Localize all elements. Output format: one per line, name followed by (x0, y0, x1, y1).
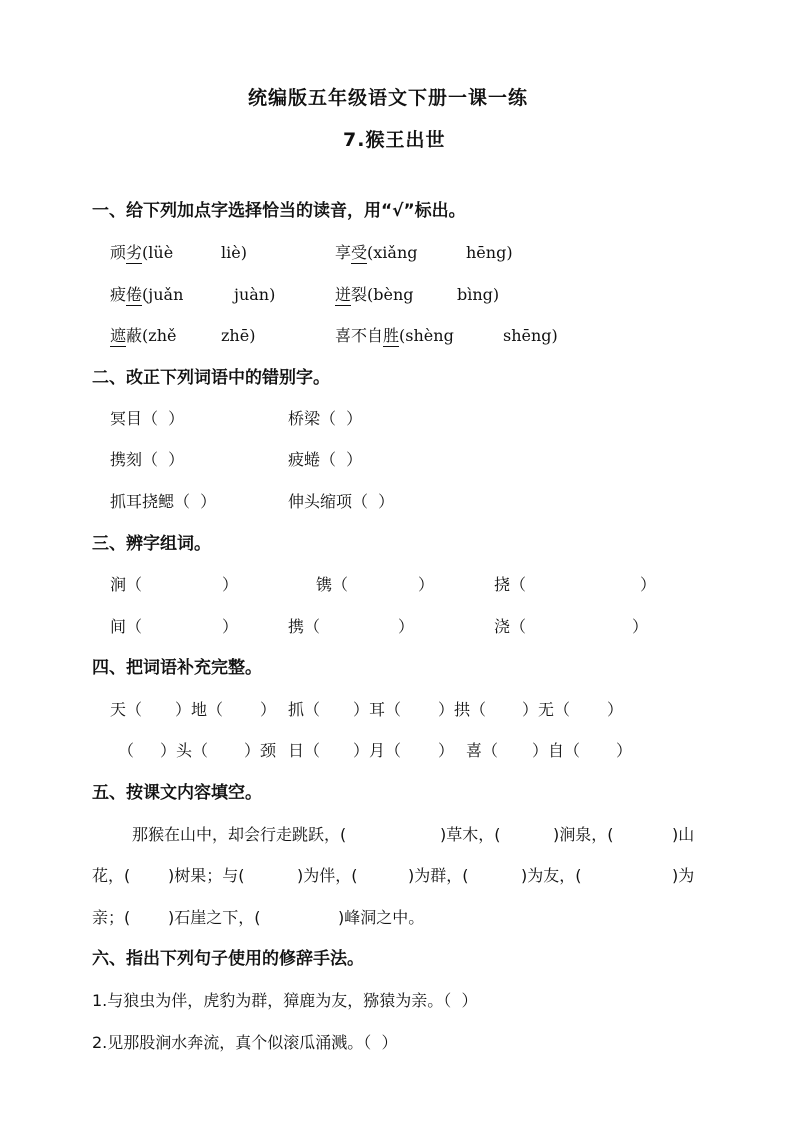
char-item: 携（ (288, 617, 321, 636)
pinyin-item: 顽劣(lüè (110, 243, 174, 262)
page-title: 统编版五年级语文下册一课一练 (248, 87, 529, 109)
char-item-close: ） (222, 617, 239, 636)
pinyin-item: 遮蔽(zhě (110, 326, 177, 345)
fill-text: 那猴在山中，却会行走跳跃，( (132, 825, 347, 844)
idiom-part: ）头（ (160, 741, 209, 760)
fill-text: )为友，( (521, 866, 582, 885)
correction-item: 伸头缩项（ ） (288, 492, 395, 511)
correction-item: 冥目（ ） (110, 409, 185, 428)
fill-text: 亲；( (92, 908, 131, 927)
idiom-part: 抓（ (288, 700, 321, 719)
rhetoric-question-2: 2.见那股涧水奔流，真个似滚瓜涌溅。（ ） (92, 1033, 398, 1052)
char-item: 挠（ (494, 575, 527, 594)
pinyin-option: hēng) (466, 243, 513, 262)
section-2-heading: 二、改正下列词语中的错别字。 (92, 368, 330, 388)
correction-item: 携刻（ ） (110, 450, 185, 469)
idiom-part: ）耳（ (353, 700, 402, 719)
idiom-part: ）拱（ (438, 700, 487, 719)
section-1-heading: 一、给下列加点字选择恰当的读音，用“√”标出。 (92, 201, 466, 221)
section-6-heading: 六、指出下列句子使用的修辞手法。 (92, 949, 364, 969)
char-item-close: ） (640, 575, 657, 594)
idiom-part: 天（ (110, 700, 143, 719)
page-subtitle: 7.猴王出世 (343, 129, 446, 151)
pinyin-option: liè) (221, 243, 247, 262)
idiom-part: ）颈 (244, 741, 277, 760)
char-item: 浇（ (494, 617, 527, 636)
idiom-part: ）自（ (532, 741, 581, 760)
idiom-part: 日（ (288, 741, 321, 760)
idiom-part: ）地（ (175, 700, 224, 719)
char-item-close: ） (222, 575, 239, 594)
idiom-part: ） (438, 741, 455, 760)
idiom-part: ） (607, 700, 624, 719)
char-item-close: ） (398, 617, 415, 636)
fill-text: )草木，( (440, 825, 501, 844)
idiom-part: ） (260, 700, 277, 719)
fill-text: )树果；与( (168, 866, 245, 885)
pinyin-option: bìng) (457, 285, 500, 304)
fill-text: )为 (672, 866, 695, 885)
correction-item: 桥梁（ ） (288, 409, 363, 428)
idiom-part: ）无（ (522, 700, 571, 719)
pinyin-item: 享受(xiǎng (335, 243, 418, 262)
pinyin-item: 疲倦(juǎn (110, 285, 184, 304)
char-item: 涧（ (110, 575, 143, 594)
char-item: 间（ (110, 617, 143, 636)
pinyin-option: zhē) (221, 326, 256, 345)
char-item-close: ） (632, 617, 649, 636)
char-item-close: ） (418, 575, 435, 594)
pinyin-item: 迸裂(bèng (335, 285, 414, 304)
idiom-part: ） (616, 741, 633, 760)
idiom-part: 喜（ (466, 741, 499, 760)
pinyin-item: 喜不自胜(shèng (335, 326, 454, 345)
fill-text: )山 (672, 825, 695, 844)
fill-text: )为群，( (408, 866, 469, 885)
idiom-part: （ (118, 741, 135, 760)
fill-text: 花，( (92, 866, 131, 885)
idiom-part: ）月（ (353, 741, 402, 760)
fill-text: )为伴，( (297, 866, 358, 885)
fill-text: )峰洞之中。 (338, 908, 425, 927)
section-3-heading: 三、辨字组词。 (92, 534, 211, 554)
fill-text: )石崖之下，( (168, 908, 261, 927)
rhetoric-question-1: 1.与狼虫为伴，虎豹为群，獐鹿为友，猕猿为亲。（ ） (92, 991, 478, 1010)
section-5-heading: 五、按课文内容填空。 (92, 783, 262, 803)
correction-item: 疲蜷（ ） (288, 450, 363, 469)
pinyin-option: juàn) (234, 285, 276, 304)
section-4-heading: 四、把词语补充完整。 (92, 658, 262, 678)
fill-text: )涧泉，( (553, 825, 614, 844)
correction-item: 抓耳挠鳃（ ） (110, 492, 217, 511)
pinyin-option: shēng) (503, 326, 558, 345)
char-item: 镌（ (316, 575, 349, 594)
